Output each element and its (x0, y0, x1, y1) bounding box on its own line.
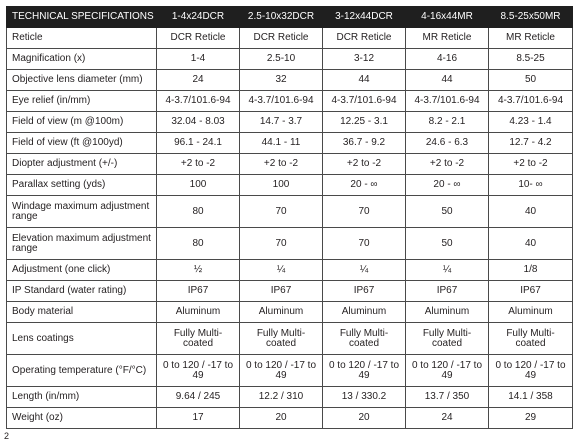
table-cell: Fully Multi-coated (323, 323, 406, 355)
table-cell: 8.5-25 (489, 49, 573, 70)
header-cell: 2.5-10x32DCR (240, 7, 323, 28)
table-cell: 12.7 - 4.2 (489, 133, 573, 154)
table-row (7, 154, 573, 175)
row-label: Windage maximum adjustment range (7, 196, 157, 228)
table-cell: 4-3.7/101.6-94 (240, 91, 323, 112)
table-cell: 36.7 - 9.2 (323, 133, 406, 154)
table-body (7, 28, 573, 429)
table-cell: 80 (157, 228, 240, 260)
table-cell: Fully Multi-coated (406, 323, 489, 355)
table-cell: 10- ∞ (489, 175, 573, 196)
table-cell: MR Reticle (406, 28, 489, 49)
table-cell: DCR Reticle (157, 28, 240, 49)
table-header-row (7, 7, 573, 28)
table-cell: 44 (323, 70, 406, 91)
row-label: Lens coatings (7, 323, 157, 355)
table-row (7, 196, 573, 228)
table-cell: 0 to 120 / -17 to 49 (157, 355, 240, 387)
table-cell: 44 (406, 70, 489, 91)
row-label: Diopter adjustment (+/-) (7, 154, 157, 175)
table-cell: 70 (240, 228, 323, 260)
table-cell: 13 / 330.2 (323, 387, 406, 408)
table-cell: 17 (157, 408, 240, 429)
table-cell: 44.1 - 11 (240, 133, 323, 154)
table-cell: 20 (323, 408, 406, 429)
table-cell: 0 to 120 / -17 to 49 (240, 355, 323, 387)
table-cell: 4-3.7/101.6-94 (323, 91, 406, 112)
table-row (7, 387, 573, 408)
table-cell: 14.1 / 358 (489, 387, 573, 408)
table-cell: 13.7 / 350 (406, 387, 489, 408)
table-cell: Aluminum (489, 302, 573, 323)
table-cell: 1/8 (489, 260, 573, 281)
table-cell: 4.23 - 1.4 (489, 112, 573, 133)
table-cell: 12.2 / 310 (240, 387, 323, 408)
table-cell: +2 to -2 (323, 154, 406, 175)
table-cell: ¼ (406, 260, 489, 281)
table-cell: 32.04 - 8.03 (157, 112, 240, 133)
table-cell: 0 to 120 / -17 to 49 (323, 355, 406, 387)
table-cell: 96.1 - 24.1 (157, 133, 240, 154)
table-cell: 8.2 - 2.1 (406, 112, 489, 133)
table-cell: MR Reticle (489, 28, 573, 49)
table-cell: 100 (240, 175, 323, 196)
table-cell: 4-3.7/101.6-94 (157, 91, 240, 112)
table-cell: 40 (489, 228, 573, 260)
table-cell: Fully Multi-coated (157, 323, 240, 355)
table-cell: 0 to 120 / -17 to 49 (406, 355, 489, 387)
header-cell: TECHNICAL SPECIFICATIONS (7, 7, 157, 28)
table-row (7, 281, 573, 302)
table-cell: Aluminum (240, 302, 323, 323)
row-label: Operating temperature (°F/°C) (7, 355, 157, 387)
table-row (7, 70, 573, 91)
table-cell: 1-4 (157, 49, 240, 70)
table-cell: 70 (240, 196, 323, 228)
table-cell: 14.7 - 3.7 (240, 112, 323, 133)
table-cell: ¼ (240, 260, 323, 281)
table-cell: 50 (406, 196, 489, 228)
row-label: Field of view (ft @100yd) (7, 133, 157, 154)
header-cell: 1-4x24DCR (157, 7, 240, 28)
row-label: Parallax setting (yds) (7, 175, 157, 196)
table-cell: IP67 (406, 281, 489, 302)
table-cell: 70 (323, 196, 406, 228)
row-label: Eye relief (in/mm) (7, 91, 157, 112)
table-cell: 20 (240, 408, 323, 429)
table-row (7, 175, 573, 196)
table-row (7, 91, 573, 112)
table-cell: +2 to -2 (406, 154, 489, 175)
table-row (7, 302, 573, 323)
table-cell: 4-16 (406, 49, 489, 70)
table-cell: 32 (240, 70, 323, 91)
row-label: Body material (7, 302, 157, 323)
table-cell: Aluminum (157, 302, 240, 323)
table-row (7, 260, 573, 281)
table-cell: DCR Reticle (323, 28, 406, 49)
table-cell: 20 - ∞ (406, 175, 489, 196)
table-cell: 2.5-10 (240, 49, 323, 70)
row-label: Length (in/mm) (7, 387, 157, 408)
row-label: Objective lens diameter (mm) (7, 70, 157, 91)
table-cell: Fully Multi-coated (240, 323, 323, 355)
table-cell: 24 (157, 70, 240, 91)
spec-table (6, 6, 573, 429)
table-cell: ½ (157, 260, 240, 281)
table-cell: 29 (489, 408, 573, 429)
table-cell: 12.25 - 3.1 (323, 112, 406, 133)
header-cell: 4-16x44MR (406, 7, 489, 28)
table-cell: 40 (489, 196, 573, 228)
table-cell: Aluminum (323, 302, 406, 323)
table-row (7, 408, 573, 429)
table-cell: 9.64 / 245 (157, 387, 240, 408)
table-cell: Aluminum (406, 302, 489, 323)
row-label: Magnification (x) (7, 49, 157, 70)
table-cell: 20 - ∞ (323, 175, 406, 196)
table-row (7, 112, 573, 133)
table-cell: ¼ (323, 260, 406, 281)
table-cell: IP67 (157, 281, 240, 302)
table-cell: 24.6 - 6.3 (406, 133, 489, 154)
row-label: Weight (oz) (7, 408, 157, 429)
table-row (7, 49, 573, 70)
row-label: Elevation maximum adjustment range (7, 228, 157, 260)
table-cell: Fully Multi-coated (489, 323, 573, 355)
table-cell: 80 (157, 196, 240, 228)
table-cell: DCR Reticle (240, 28, 323, 49)
row-label: Adjustment (one click) (7, 260, 157, 281)
table-cell: 24 (406, 408, 489, 429)
table-row (7, 228, 573, 260)
table-cell: 50 (406, 228, 489, 260)
row-label: Field of view (m @100m) (7, 112, 157, 133)
table-row (7, 133, 573, 154)
row-label: IP Standard (water rating) (7, 281, 157, 302)
table-cell: 3-12 (323, 49, 406, 70)
table-cell: 70 (323, 228, 406, 260)
row-label: Reticle (7, 28, 157, 49)
table-cell: 4-3.7/101.6-94 (489, 91, 573, 112)
table-cell: 100 (157, 175, 240, 196)
table-row (7, 355, 573, 387)
table-cell: IP67 (489, 281, 573, 302)
table-row (7, 28, 573, 49)
page-number: 2 (4, 431, 10, 441)
table-cell: +2 to -2 (240, 154, 323, 175)
table-cell: +2 to -2 (157, 154, 240, 175)
table-cell: 0 to 120 / -17 to 49 (489, 355, 573, 387)
table-cell: IP67 (323, 281, 406, 302)
table-cell: 50 (489, 70, 573, 91)
header-cell: 8.5-25x50MR (489, 7, 573, 28)
table-cell: IP67 (240, 281, 323, 302)
header-cell: 3-12x44DCR (323, 7, 406, 28)
table-cell: +2 to -2 (489, 154, 573, 175)
table-row (7, 323, 573, 355)
table-cell: 4-3.7/101.6-94 (406, 91, 489, 112)
